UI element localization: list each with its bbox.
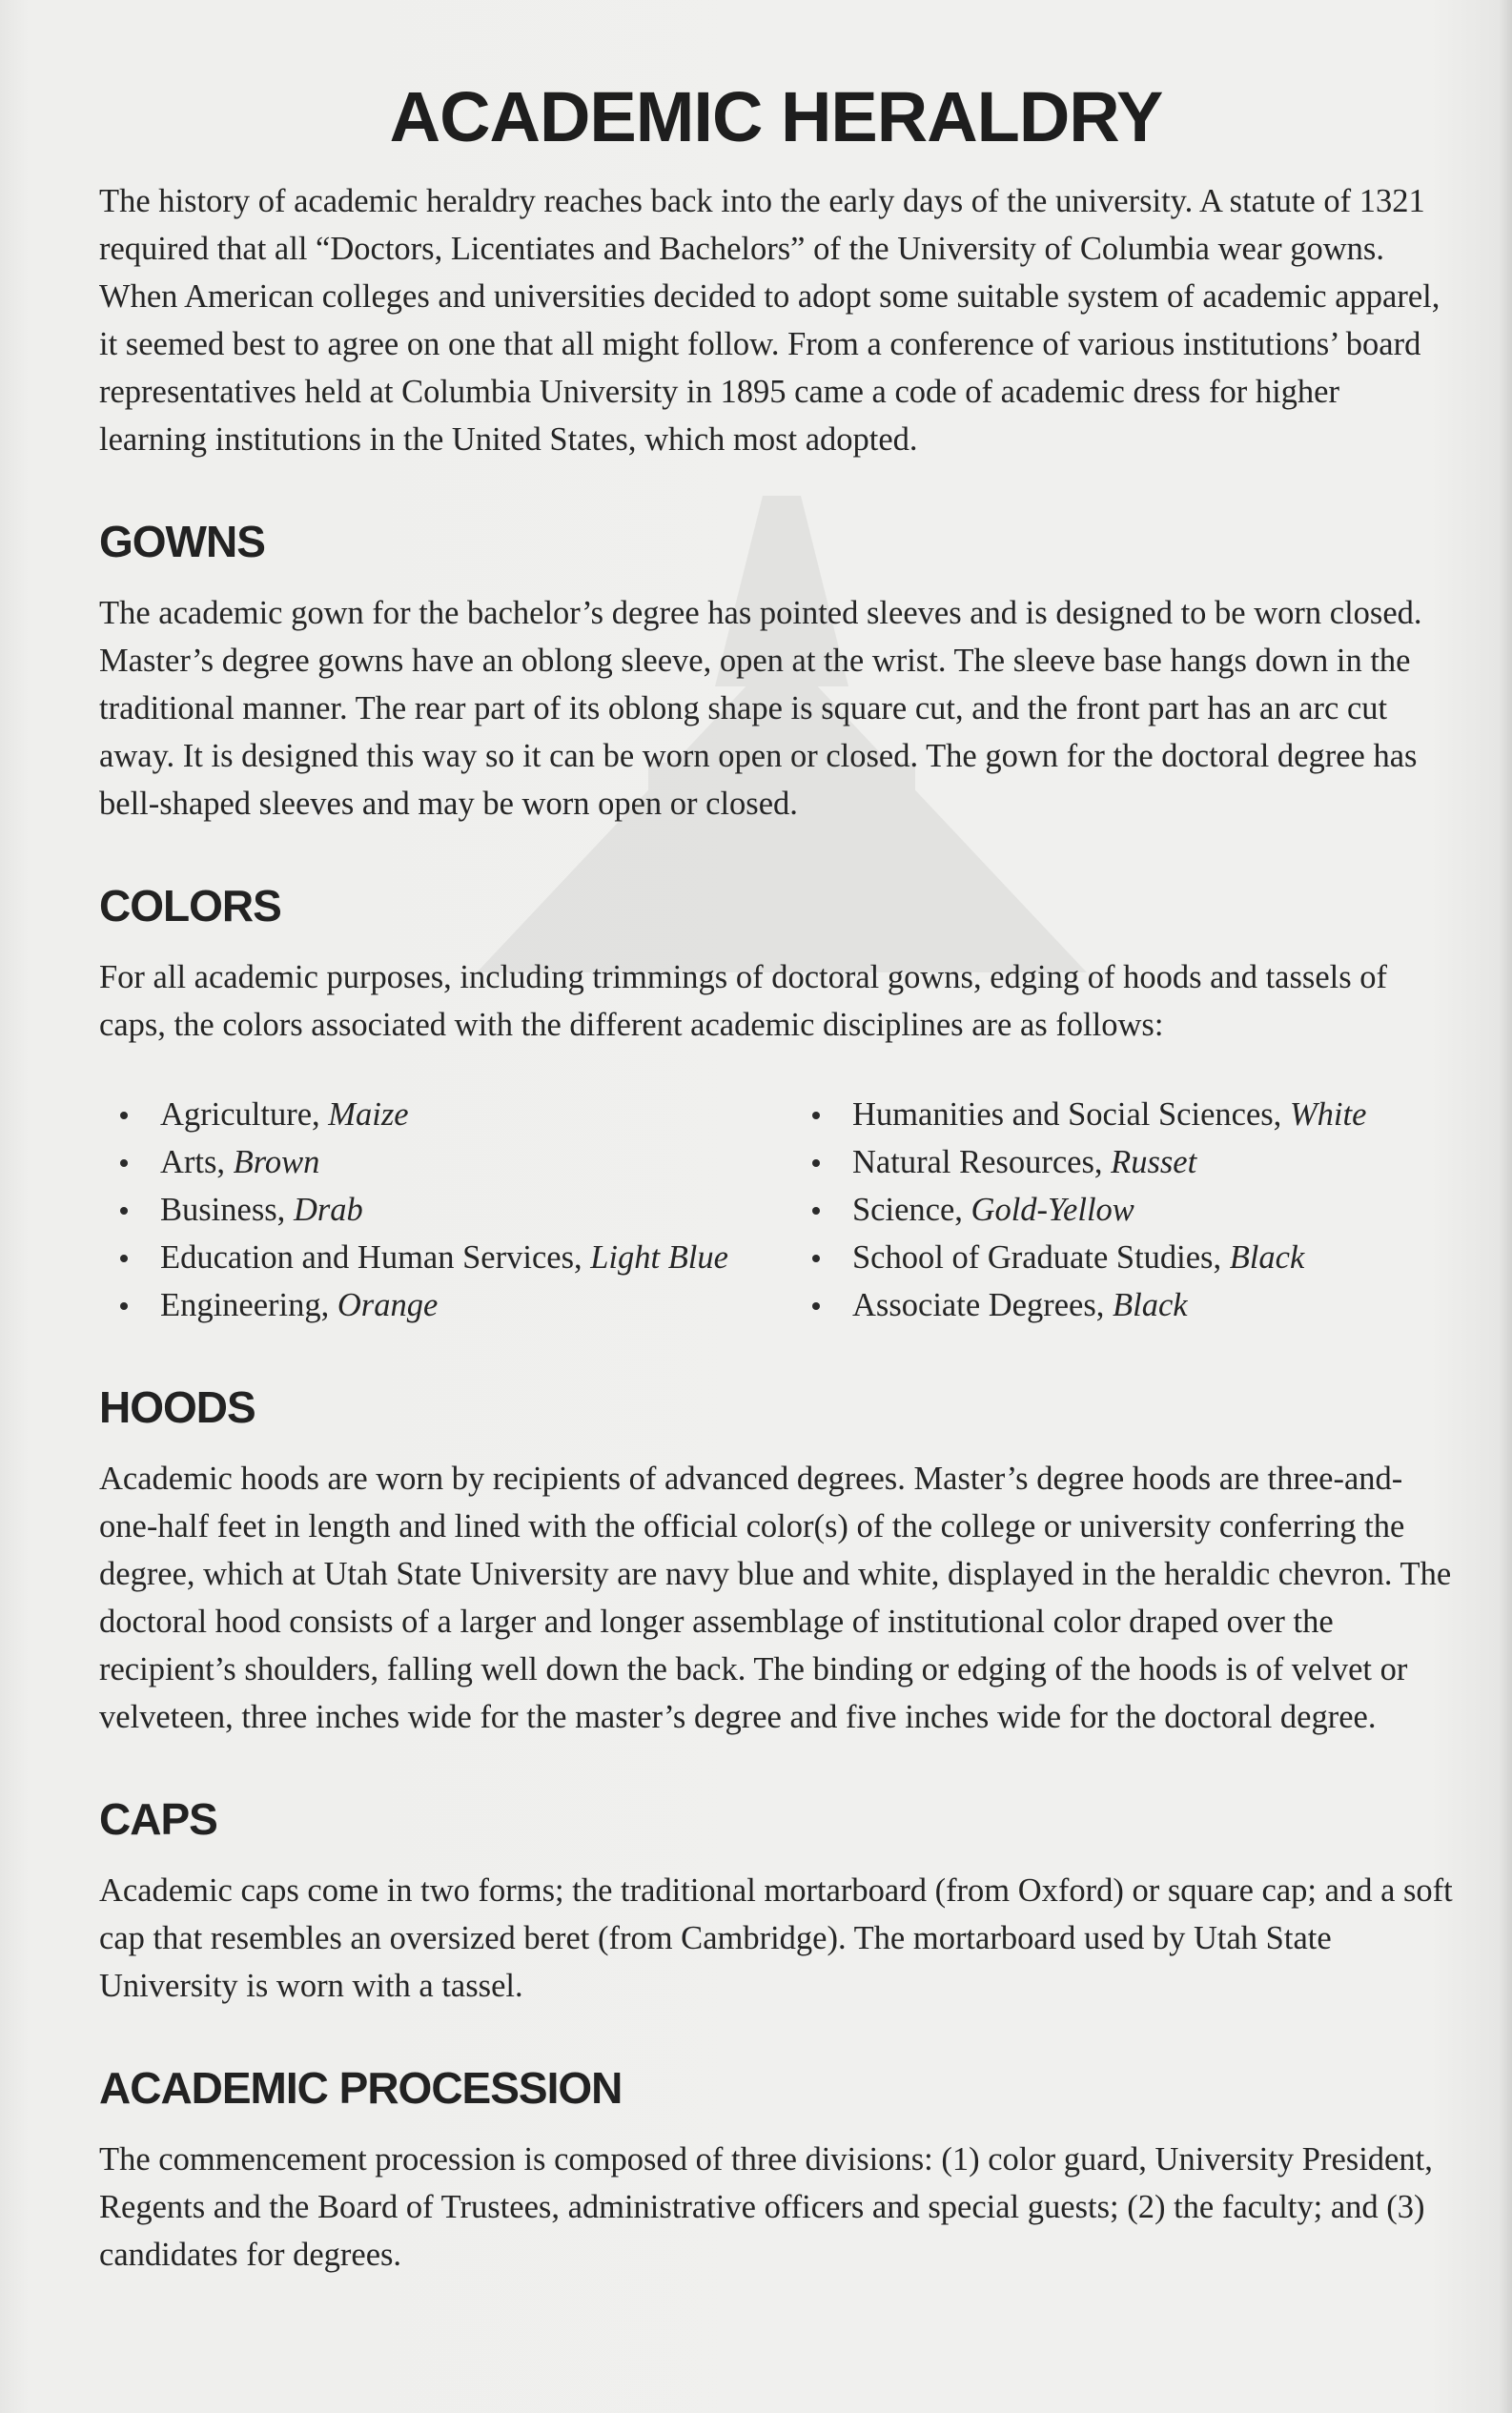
colors-list — [99, 1091, 1453, 1329]
colors-paragraph: For all academic purposes, including trimmings of doctoral gowns, edging of hoods and tassels of caps, the colors associated with the different academic disciplines are as follows: — [99, 959, 1388, 1043]
discipline-color: Black — [1113, 1287, 1188, 1323]
discipline-color: Russet — [1111, 1144, 1197, 1180]
gowns-section — [99, 513, 1453, 828]
list-item — [99, 1091, 791, 1138]
caps-section — [99, 1790, 1453, 2010]
caps-paragraph: Academic caps come in two forms; the traditional mortarboard (from Oxford) or square cap; and a soft cap that resembles an oversized beret (from Cambridge). The mortarboard used by Utah State University is worn with a tassel. — [99, 1872, 1453, 2004]
procession-paragraph: The commencement procession is composed of three divisions: (1) color guard, University President, Regents and the Board of Trustees, administrative officers and special guests; (2) the faculty; and (3) candidates for degrees. — [99, 2141, 1433, 2273]
discipline-color: Orange — [337, 1287, 439, 1323]
discipline-name: Arts, — [160, 1144, 234, 1180]
list-item — [791, 1138, 1366, 1186]
list-item — [791, 1234, 1366, 1281]
discipline-color: White — [1289, 1096, 1367, 1133]
gowns-heading: GOWNS — [99, 517, 265, 566]
procession-section — [99, 2059, 1453, 2279]
list-item — [791, 1281, 1366, 1329]
procession-heading: ACADEMIC PROCESSION — [99, 2063, 623, 2113]
gowns-paragraph: The academic gown for the bachelor’s degree has pointed sleeves and is designed to be worn closed. Master’s degree gowns have an oblong sleeve, open at the wrist. The sleeve base hangs down in the traditional manner. The rear part of its oblong shape is square cut, and the front part has an arc cut away. It is designed this way so it can be worn open or closed. The gown for the doctoral degree has bell-shaped sleeves and may be worn open or closed. — [99, 595, 1422, 822]
page-title: ACADEMIC HERALDRY — [389, 77, 1163, 156]
intro-paragraph: The history of academic heraldry reaches back into the early days of the university. A statute of 1321 required that all “Doctors, Licentiates and Bachelors” of the University of Columbia wear gowns. When American colleges and universities decided to adopt some suitable system of academic apparel, it seemed best to agree on one that all might follow. From a conference of various institutions’ board representatives held at Columbia University in 1895 came a code of academic dress for higher learning institutions in the United States, which most adopted. — [99, 183, 1440, 458]
discipline-color: Light Blue — [590, 1239, 728, 1276]
discipline-name: Humanities and Social Sciences, — [852, 1096, 1290, 1133]
page-edge-shadow — [1499, 0, 1512, 2413]
discipline-name: Education and Human Services, — [160, 1239, 591, 1276]
discipline-color: Drab — [293, 1192, 363, 1228]
caps-heading: CAPS — [99, 1794, 217, 1844]
list-item — [791, 1186, 1366, 1234]
colors-list-right — [791, 1091, 1366, 1329]
discipline-color: Gold-Yellow — [971, 1192, 1134, 1228]
discipline-name: Natural Resources, — [852, 1144, 1112, 1180]
discipline-name: Agriculture, — [160, 1096, 329, 1133]
hoods-section — [99, 1379, 1453, 1741]
hoods-paragraph: Academic hoods are worn by recipients of advanced degrees. Master’s degree hoods are three-and-one-half feet in length and lined with the official color(s) of the college or university conferring the degree, which at Utah State University are navy blue and white, displayed in the heraldic chevron. The doctoral hood consists of a larger and longer assemblage of institutional color draped over the recipient’s shoulders, falling well down the back. The binding or edging of the hoods is of velvet or velveteen, three inches wide for the master’s degree and five inches wide for the doctoral degree. — [99, 1461, 1452, 1735]
discipline-name: School of Graduate Studies, — [852, 1239, 1230, 1276]
list-item — [99, 1186, 791, 1234]
list-item — [99, 1234, 791, 1281]
hoods-heading: HOODS — [99, 1382, 255, 1432]
list-item — [99, 1138, 791, 1186]
discipline-name: Associate Degrees, — [852, 1287, 1114, 1323]
list-item — [791, 1091, 1366, 1138]
colors-heading: COLORS — [99, 881, 281, 930]
colors-section — [99, 877, 1453, 1329]
discipline-color: Maize — [328, 1096, 409, 1133]
colors-list-left — [99, 1091, 791, 1329]
discipline-color: Black — [1229, 1239, 1305, 1276]
list-item — [99, 1281, 791, 1329]
document-content — [99, 74, 1453, 2279]
discipline-name: Engineering, — [160, 1287, 337, 1323]
discipline-color: Brown — [233, 1144, 320, 1180]
discipline-name: Business, — [160, 1192, 294, 1228]
discipline-name: Science, — [852, 1192, 971, 1228]
